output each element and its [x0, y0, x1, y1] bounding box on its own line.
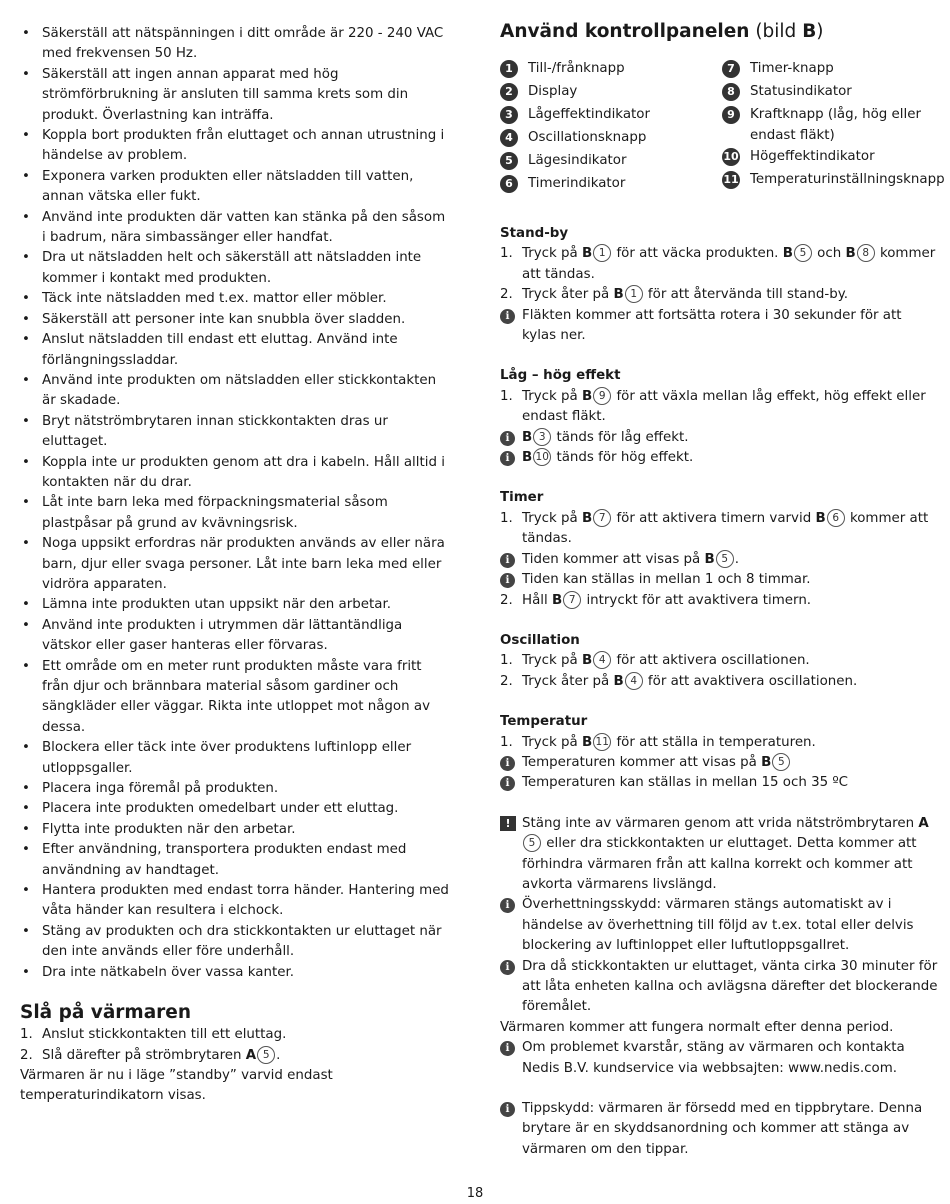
info-note: [500, 428, 938, 448]
legend-label: Temperaturinställningsknapp: [750, 172, 945, 187]
ref-number: 7: [593, 509, 611, 527]
warning-icon: [500, 816, 516, 831]
safety-list: [20, 24, 452, 983]
ref-number: 5: [772, 753, 790, 771]
legend-item: [500, 58, 722, 81]
text-span: för att ställa in temperaturen.: [612, 734, 816, 750]
timer-section: [500, 488, 938, 610]
info-note: [500, 753, 938, 773]
legend-label: Oscillationsknapp: [528, 130, 647, 145]
numbered-list: [500, 651, 938, 692]
temperature-section: [500, 712, 938, 794]
list-item: • Säkerställ att personer inte kan snubbla över sladden.: [20, 310, 452, 330]
info-icon: i: [500, 776, 515, 791]
figure-ref: B: [815, 510, 826, 526]
figure-ref: B: [581, 653, 593, 669]
section-title: Temperatur: [500, 714, 588, 730]
ref-number: 4: [625, 672, 643, 690]
legend-column-right: [722, 58, 945, 196]
figure-ref: B: [782, 246, 793, 262]
text-span: .: [276, 1047, 281, 1063]
info-note: [500, 550, 938, 570]
list-item: • Blockera eller täck inte över produktens luftinlopp eller utloppsgaller.: [20, 738, 452, 779]
numbered-list: [500, 591, 938, 611]
section-title: Stand-by: [500, 226, 569, 241]
numbered-list: [500, 509, 938, 550]
legend-label-cont: endast fläkt): [750, 128, 835, 143]
list-item: [500, 244, 938, 285]
legend-item: [500, 150, 722, 173]
number-badge: 3: [500, 106, 518, 124]
legend-label: Till-/frånknapp: [528, 61, 625, 76]
text-span: Tryck på: [522, 246, 582, 262]
list-item: • Placera inga föremål på produkten.: [20, 779, 452, 799]
list-item: • Placera inte produkten omedelbart under ett eluttag.: [20, 799, 452, 819]
info-icon: i: [500, 898, 515, 913]
info-icon: i: [500, 431, 515, 446]
text-span: Om problemet kvarstår, stäng av värmaren och kontakta Nedis B.V. kundservice via webbsajten: www.nedis.com.: [522, 1040, 905, 1076]
power-on-section: [20, 1001, 452, 1107]
list-item: [500, 733, 938, 753]
text-span: kommer att tändas.: [522, 246, 936, 282]
text-span: Tryck på: [522, 734, 582, 750]
list-item: • Koppla bort produkten från eluttaget och annan utrustning i händelse av problem.: [20, 126, 452, 167]
info-note: [500, 1099, 938, 1160]
figure-ref: B: [845, 246, 856, 262]
text-span: Håll: [522, 592, 552, 608]
ref-number: 5: [523, 834, 541, 852]
text-span: för att växla mellan låg effekt, hög effekt eller endast fläkt.: [522, 388, 926, 425]
power-on-title: Slå på värmaren: [20, 1002, 192, 1024]
list-number: 2.: [500, 673, 513, 689]
ref-number: 5: [794, 244, 812, 262]
number-badge: 1: [500, 60, 518, 78]
list-number: 1.: [500, 246, 513, 262]
list-number: 1.: [500, 510, 513, 526]
figure-ref: B: [761, 754, 772, 770]
text-span: Dra då stickkontakten ur eluttaget, vänta cirka 30 minuter för att låta enheten kallna och avlägsna därefter det blockerande föremålet.: [522, 958, 938, 1015]
info-note: [500, 306, 938, 347]
text-span: för att återvända till stand-by.: [643, 287, 849, 303]
info-note: [500, 895, 938, 956]
control-panel-title: [500, 20, 938, 44]
ref-number: 7: [563, 591, 581, 609]
text-span: kommer att tändas.: [522, 510, 929, 547]
info-note: [500, 1038, 938, 1079]
section-title: Oscillation: [500, 632, 580, 648]
text-span: (bild: [749, 21, 803, 42]
legend-item: [500, 173, 722, 196]
warning-note: [500, 814, 938, 896]
legend-item: [500, 104, 722, 127]
legend-label: Display: [528, 84, 578, 99]
standby-section: [500, 224, 938, 346]
text-span: Fläkten kommer att fortsätta rotera i 30 sekunder för att kylas ner.: [522, 307, 902, 344]
list-item: • Täck inte nätsladden med t.ex. mattor eller möbler.: [20, 289, 452, 309]
info-note: [500, 570, 938, 590]
numbered-list: [500, 387, 938, 428]
figure-ref: B: [613, 287, 624, 303]
text-span: Anslut stickkontakten till ett eluttag.: [42, 1027, 287, 1043]
figure-ref: B: [581, 388, 593, 404]
list-item: • Efter användning, transportera produkten endast med användning av handtaget.: [20, 840, 452, 881]
figure-ref: B: [522, 429, 533, 445]
text-span: eller dra stickkontakten ur eluttaget. Detta kommer att förhindra värmaren från att kallna korrekt och kommer att avkorta värmarens livslängd.: [522, 836, 917, 892]
list-item: • Lämna inte produkten utan uppsikt när den arbetar.: [20, 595, 452, 615]
figure-ref: B: [581, 510, 593, 526]
legend-column-left: [500, 58, 722, 196]
list-number: 2.: [500, 287, 513, 303]
legend-label: Högeffektindikator: [750, 149, 875, 164]
list-item: [500, 591, 938, 611]
info-icon: i: [500, 309, 515, 324]
legend-label: Kraftknapp (låg, hög eller: [750, 107, 921, 122]
text-span: Tiden kommer att visas på: [522, 551, 705, 567]
info-note: [500, 448, 938, 468]
oscillation-section: [500, 631, 938, 692]
list-item: • Säkerställ att nätspänningen i ditt område är 220 - 240 VAC med frekvensen 50 Hz.: [20, 24, 452, 65]
text-span: ): [816, 21, 824, 42]
list-number: 1.: [500, 734, 513, 750]
normal-operation-note: Värmaren kommer att fungera normalt efter denna period.: [500, 1019, 894, 1035]
numbered-list: [500, 244, 938, 305]
numbered-list: [500, 733, 938, 753]
list-item: [500, 387, 938, 428]
number-badge: 11: [722, 171, 740, 189]
text-span: för att aktivera timern varvid: [612, 510, 816, 526]
text-span: B: [802, 21, 817, 42]
number-badge: 8: [722, 83, 740, 101]
number-badge: 6: [500, 175, 518, 193]
number-badge: 5: [500, 152, 518, 170]
legend-label: Lågeffektindikator: [528, 107, 650, 122]
text-span: Använd kontrollpanelen: [500, 21, 750, 42]
figure-ref: B: [581, 734, 593, 750]
text-span: för att avaktivera oscillationen.: [643, 673, 858, 689]
info-icon: i: [500, 960, 515, 975]
control-legend: [500, 58, 945, 196]
list-item: • Använd inte produkten i utrymmen där lättantändliga vätskor eller gaser hanteras eller förvaras.: [20, 616, 452, 657]
list-item: [500, 672, 938, 692]
legend-label: Timerindikator: [528, 176, 626, 191]
figure-ref: A: [918, 815, 929, 831]
text-span: .: [734, 551, 739, 567]
text-span: Tiden kan ställas in mellan 1 och 8 timmar.: [522, 572, 811, 588]
ref-number: 3: [533, 428, 551, 446]
figure-ref: B: [581, 246, 593, 262]
legend-item: [500, 127, 722, 150]
text-span: Stäng inte av värmaren genom att vrida nätströmbrytaren: [522, 815, 919, 831]
list-item: • Dra ut nätsladden helt och säkerställ att nätsladden inte kommer i kontakt med produkten.: [20, 248, 452, 289]
left-column: [20, 24, 452, 1107]
legend-item: [722, 58, 938, 81]
text-span: intryckt för att avaktivera timern.: [582, 592, 812, 608]
text-span: Tryck på: [522, 510, 582, 526]
number-badge: 4: [500, 129, 518, 147]
list-number: 1.: [500, 388, 513, 404]
list-item: • Hantera produkten med endast torra händer. Hantering med våta händer kan resultera i elchock.: [20, 881, 452, 922]
list-item: [500, 651, 938, 671]
page-number: 18: [466, 1186, 484, 1201]
info-icon: i: [500, 451, 515, 466]
list-item: [500, 509, 938, 550]
figure-ref: A: [245, 1047, 257, 1063]
legend-label: Statusindikator: [750, 84, 852, 99]
ref-number: 5: [257, 1046, 275, 1064]
text-span: Tryck på: [522, 388, 582, 404]
ref-number: 4: [593, 651, 611, 669]
legend-label: Timer-knapp: [750, 61, 834, 76]
text-span: och: [812, 246, 846, 262]
right-column: [500, 20, 945, 1160]
text-span: Temperaturen kan ställas in mellan 15 och 35 ºC: [522, 775, 849, 791]
ref-number: 8: [857, 244, 875, 262]
info-note: [500, 773, 938, 793]
figure-ref: B: [704, 551, 715, 567]
power-on-steps: [20, 1025, 452, 1066]
list-number: 1.: [20, 1027, 33, 1043]
list-item: • Säkerställ att ingen annan apparat med hög strömförbrukning är ansluten till samma krets som din produkt. Överlastning kan inträffa.: [20, 65, 452, 126]
info-icon: i: [500, 553, 515, 568]
legend-item: [722, 81, 938, 104]
list-number: 2.: [20, 1047, 33, 1063]
list-item: • Använd inte produkten där vatten kan stänka på den såsom i badrum, nära simbassänger eller handfat.: [20, 208, 452, 249]
list-item: • Noga uppsikt erfordras när produkten används av eller nära barn, djur eller svaga personer. Låt inte barn leka med eller vidröra apparaten.: [20, 534, 452, 595]
list-item: [20, 1025, 452, 1045]
number-badge: 2: [500, 83, 518, 101]
list-item: • Dra inte nätkabeln över vassa kanter.: [20, 963, 452, 983]
text-span: för att väcka produkten.: [612, 246, 783, 262]
text-span: Tryck åter på: [522, 673, 614, 689]
list-item: • Flytta inte produkten när den arbetar.: [20, 820, 452, 840]
list-number: 2.: [500, 592, 513, 608]
section-title: Timer: [500, 490, 544, 506]
legend-label: Lägesindikator: [528, 153, 627, 168]
legend-item: [722, 146, 938, 169]
number-badge: 10: [722, 148, 740, 166]
list-item: • Koppla inte ur produkten genom att dra i kabeln. Håll alltid i kontakten när du drar.: [20, 453, 452, 494]
text-span: Slå därefter på strömbrytaren: [42, 1047, 242, 1063]
legend-item: [722, 104, 938, 146]
legend-item: [500, 81, 722, 104]
section-title: Låg – hög effekt: [500, 368, 621, 384]
ref-number: 5: [716, 550, 734, 568]
figure-ref: B: [522, 450, 533, 466]
text-span: Överhettningsskydd: värmaren stängs automatiskt av i händelse av överhettning till följd av t.ex. total eller delvis blockering av luftinloppet eller luftutloppsgallret.: [522, 897, 914, 954]
text-span: tänds för hög effekt.: [552, 450, 694, 466]
ref-number: 9: [593, 387, 611, 405]
list-item: • Låt inte barn leka med förpackningsmaterial såsom plastpåsar på grund av kvävningsrisk.: [20, 493, 452, 534]
list-item: • Bryt nätströmbrytaren innan stickkontakten dras ur eluttaget.: [20, 412, 452, 453]
info-icon: i: [500, 756, 515, 771]
text-span: för att aktivera oscillationen.: [612, 653, 810, 669]
text-span: tänds för låg effekt.: [552, 429, 689, 445]
figure-ref: B: [551, 592, 563, 608]
info-icon: i: [500, 1102, 515, 1117]
info-icon: i: [500, 1041, 515, 1056]
figure-ref: B: [613, 673, 624, 689]
list-item: • Använd inte produkten om nätsladden eller stickkontakten är skadade.: [20, 371, 452, 412]
text-span: Tryck på: [522, 653, 582, 669]
info-note: [500, 957, 938, 1018]
number-badge: 7: [722, 60, 740, 78]
standby-note: Värmaren är nu i läge ”standby” varvid endast temperaturindikatorn visas.: [20, 1067, 333, 1104]
ref-number: 1: [625, 285, 643, 303]
list-item: [20, 1046, 452, 1066]
ref-number: 1: [593, 244, 611, 262]
text-span: Tippskydd: värmaren är försedd med en tippbrytare. Denna brytare är en skyddsanordning och kommer att stänga av värmaren om den tippar.: [522, 1101, 923, 1157]
list-number: 1.: [500, 653, 513, 669]
info-icon: i: [500, 573, 515, 588]
legend-item: [722, 169, 945, 192]
list-item: • Anslut nätsladden till endast ett eluttag. Använd inte förlängningssladdar.: [20, 330, 452, 371]
list-item: • Exponera varken produkten eller nätsladden till vatten, annan vätska eller fukt.: [20, 167, 452, 208]
ref-number: 6: [827, 509, 845, 527]
list-item: • Stäng av produkten och dra stickkontakten ur eluttaget när den inte används eller före underhåll.: [20, 922, 452, 963]
power-section: [500, 366, 938, 468]
list-item: [500, 285, 938, 305]
ref-number: 11: [593, 733, 611, 751]
list-item: • Ett område om en meter runt produkten måste vara fritt från djur och brännbara material såsom gardiner och sängkläder eller väggar. Rikta inte utloppet mot någon av dessa.: [20, 657, 452, 739]
ref-number: 10: [533, 448, 551, 466]
text-span: Tryck åter på: [522, 287, 614, 303]
text-span: Temperaturen kommer att visas på: [522, 754, 762, 770]
number-badge: 9: [722, 106, 740, 124]
